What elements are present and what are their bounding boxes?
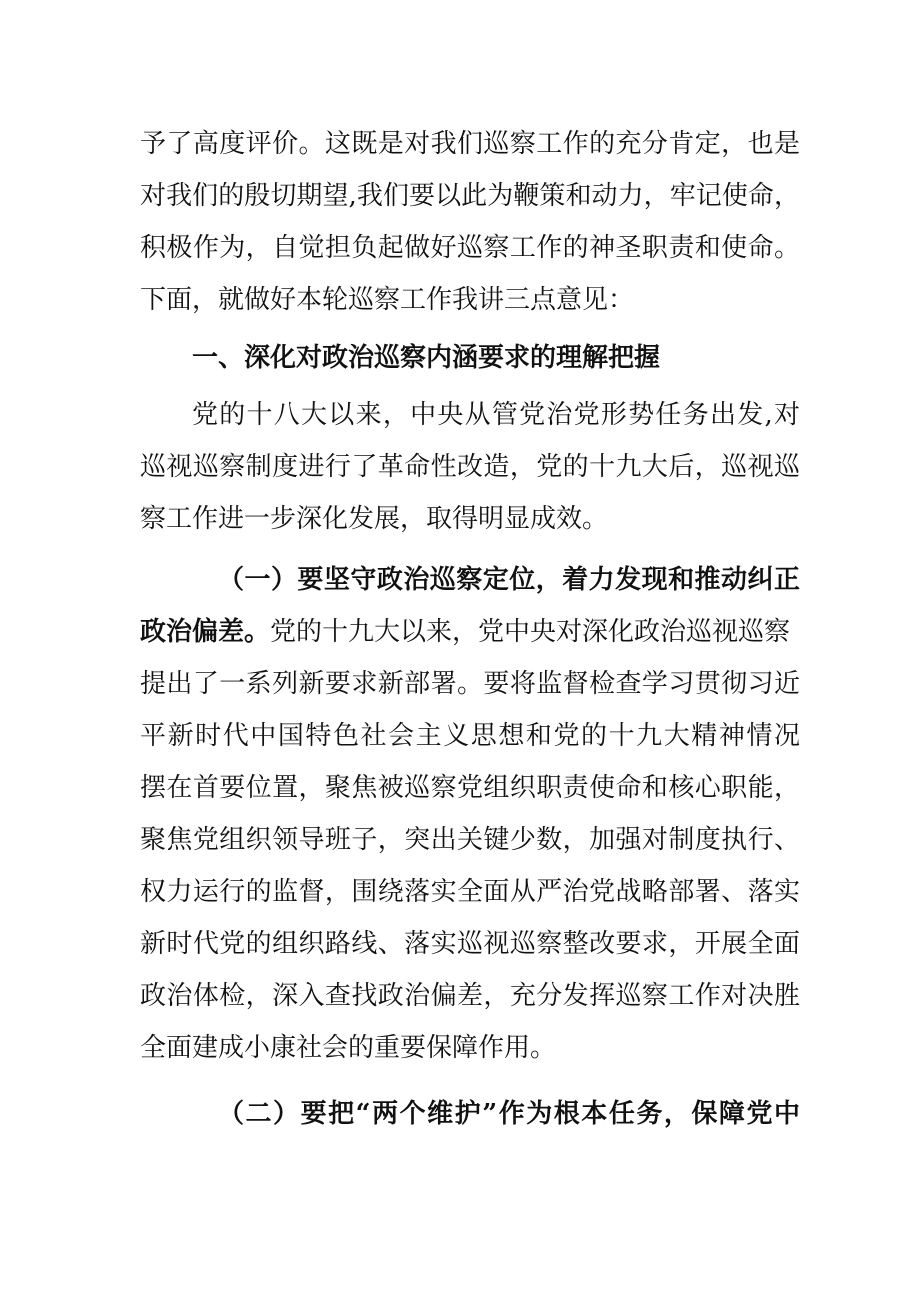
paragraph-line: 新时代党的组织路线、落实巡视巡察整改要求，开展全面 [140, 929, 800, 959]
paragraph-line: 党的十八大以来，中央从管党治党形势任务出发,对 [192, 400, 800, 430]
subsection-heading: （一）要坚守政治巡察定位，着力发现和推动纠正 [218, 565, 800, 595]
subsection-heading-line [140, 612, 800, 652]
paragraph-line: 对我们的殷切期望,我们要以此为鞭策和动力，牢记使命， [140, 181, 800, 211]
paragraph-line: 全面建成小康社会的重要保障作用。 [140, 1033, 557, 1063]
paragraph-line: 提出了一系列新要求新部署。要将监督检查学习贯彻习近 [140, 669, 800, 699]
paragraph-line: 聚焦党组织领导班子，突出关键少数，加强对制度执行、 [140, 825, 800, 855]
paragraph-line: 政治体检，深入查找政治偏差，充分发挥巡察工作对决胜 [140, 981, 800, 1011]
paragraph-line: 权力运行的监督，围绕落实全面从严治党战略部署、落实 [140, 877, 800, 907]
paragraph-line: 平新时代中国特色社会主义思想和党的十九大精神情况 [140, 721, 800, 751]
paragraph-line: 积极作为，自觉担负起做好巡察工作的神圣职责和使命。 [140, 233, 800, 263]
paragraph-text: 党的十九大以来，党中央对深化政治巡视巡察 [270, 617, 791, 647]
paragraph-line: 察工作进一步深化发展，取得明显成效。 [140, 504, 609, 534]
subsection-heading-end: 政治偏差。 [140, 617, 271, 647]
paragraph-line: 巡视巡察制度进行了革命性改造，党的十九大后，巡视巡 [140, 452, 800, 482]
paragraph-line: 予了高度评价。这既是对我们巡察工作的充分肯定，也是 [140, 129, 800, 159]
paragraph-line: 下面，就做好本轮巡察工作我讲三点意见： [140, 285, 635, 315]
paragraph-line: 摆在首要位置，聚焦被巡察党组织职责使命和核心职能， [140, 773, 800, 803]
section-heading: 一、深化对政治巡察内涵要求的理解把握 [192, 343, 661, 373]
subsection-heading: （二）要把“两个维护”作为根本任务，保障党中 [218, 1099, 800, 1129]
